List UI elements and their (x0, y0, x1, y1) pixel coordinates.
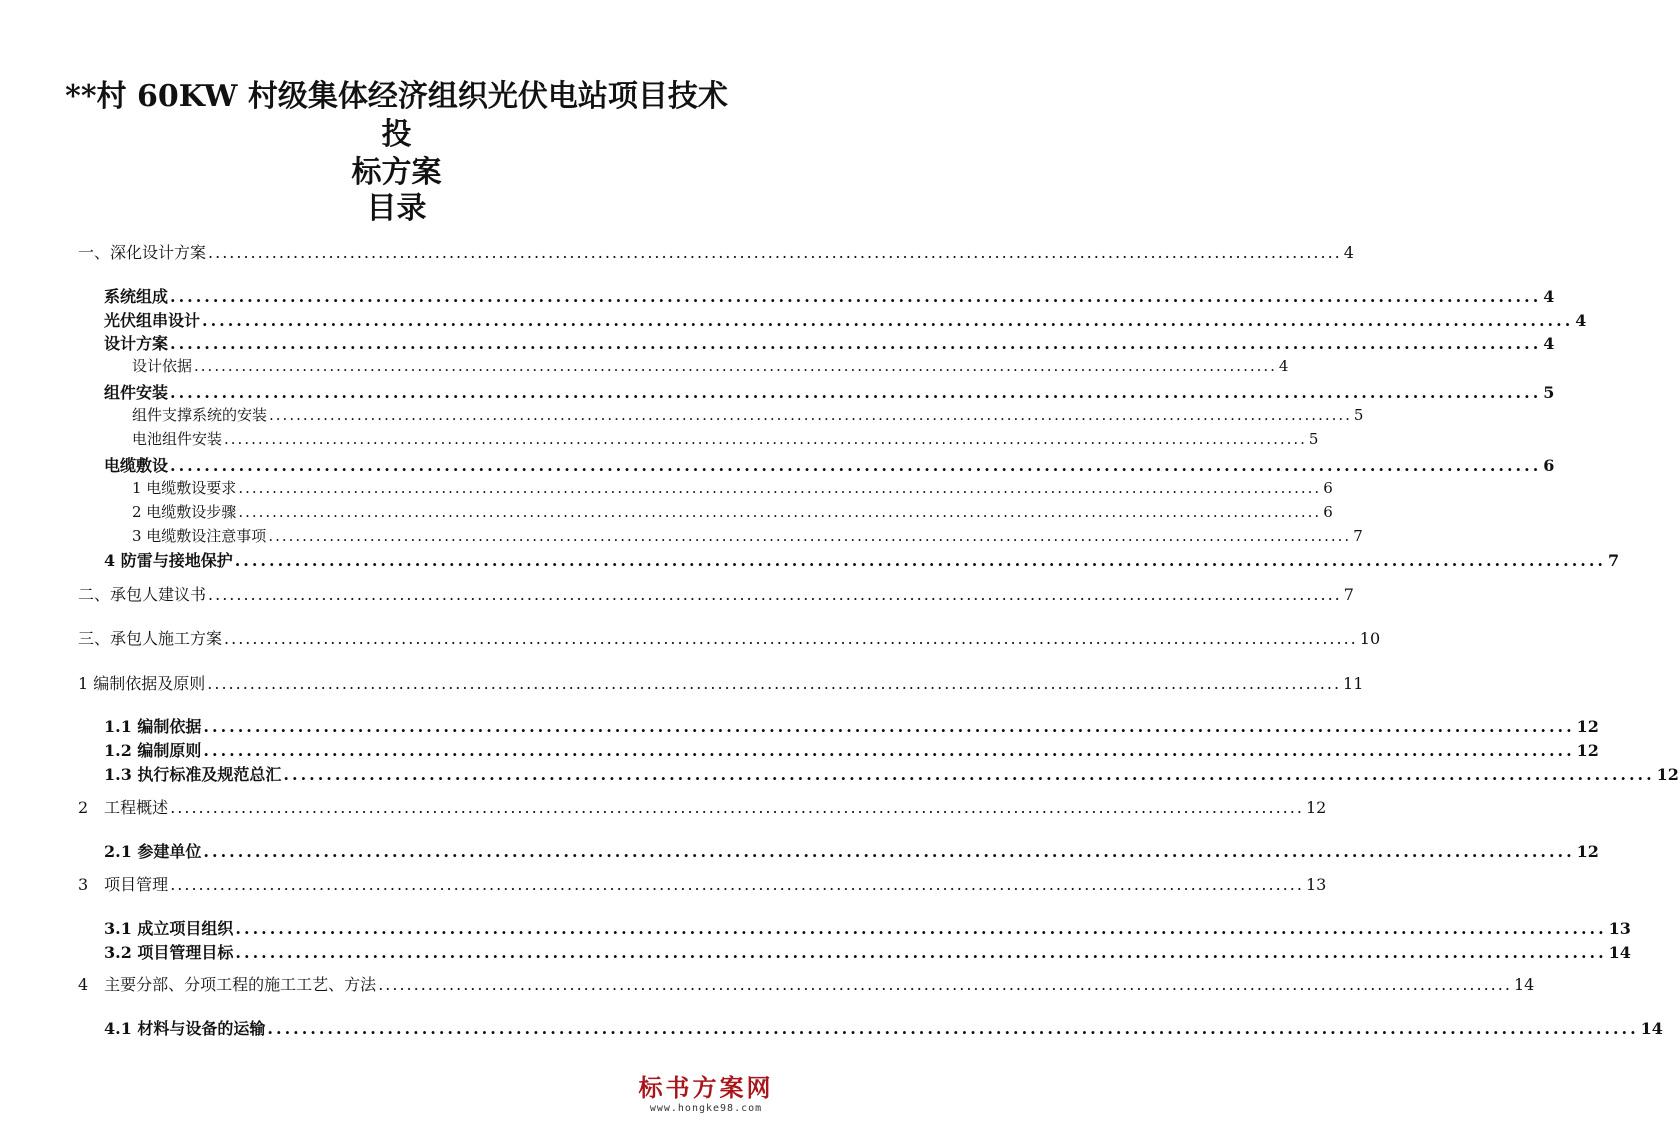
toc-entry[interactable] (104, 548, 1620, 571)
toc-entry-label: 二、承包人建议书 (78, 585, 207, 604)
document-title-line2: 标方案 (351, 155, 442, 190)
toc-entry-label: 1.3 执行标准及规范总汇 (104, 765, 282, 784)
toc-entry[interactable] (104, 916, 1631, 939)
toc-entry-page: 14 (1640, 1019, 1663, 1038)
toc-entry-label: 电池组件安装 (132, 430, 223, 448)
toc-entry[interactable] (78, 240, 1354, 263)
toc-entry-label: 电缆敷设 (104, 456, 169, 475)
toc-entry-label: 一、深化设计方案 (78, 243, 207, 262)
toc-entry-label: 1.2 编制原则 (104, 741, 202, 760)
toc-entry-label: 4 主要分部、分项工程的施工工艺、方法 (78, 975, 377, 994)
toc-leader-dots: ................................................................................................................................................................ (170, 456, 1542, 475)
toc-entry-label: 1 电缆敷设要求 (132, 479, 237, 497)
toc-entry-label: 4.1 材料与设备的运输 (104, 1019, 266, 1038)
toc-entry[interactable] (78, 582, 1354, 605)
toc-entry-page: 4 (1543, 287, 1555, 306)
toc-entry-page: 4 (1278, 357, 1289, 375)
toc-leader-dots: ................................................................................................................................................................ (235, 919, 1607, 938)
toc-entry[interactable] (78, 671, 1364, 694)
toc-entry-page: 10 (1359, 629, 1381, 648)
site-watermark (631, 1073, 781, 1114)
toc-leader-dots: ................................................................................................................................................................ (224, 430, 1307, 448)
toc-leader-dots: ................................................................................................................................................................ (208, 243, 1342, 262)
toc-entry-page: 12 (1576, 741, 1599, 760)
toc-entry-page: 7 (1607, 551, 1620, 570)
toc-entry[interactable] (132, 404, 1364, 425)
toc-entry-label: 系统组成 (104, 287, 169, 306)
toc-leader-dots: ................................................................................................................................................................ (203, 842, 1575, 861)
toc-leader-dots: ................................................................................................................................................................ (170, 875, 1304, 894)
toc-leader-dots: ................................................................................................................................................................ (235, 943, 1607, 962)
toc-entry-page: 6 (1323, 503, 1333, 521)
toc-leader-dots: ................................................................................................................................................................ (378, 975, 1512, 994)
toc-entry-label: 3.2 项目管理目标 (104, 943, 234, 962)
toc-leader-dots: ................................................................................................................................................................ (267, 1019, 1639, 1038)
toc-entry[interactable] (78, 795, 1327, 818)
toc-entry[interactable] (78, 972, 1535, 995)
toc-entry[interactable] (132, 355, 1289, 376)
toc-entry-label: 3 项目管理 (78, 875, 169, 894)
toc-entry[interactable] (104, 331, 1555, 354)
document-title-line1: **村 60KW 村级集体经济组织光伏电站项目技术投 (65, 79, 728, 152)
toc-entry-label: 3.1 成立项目组织 (104, 919, 234, 938)
toc-entry-page: 5 (1543, 383, 1555, 402)
toc-entry-label: 设计方案 (104, 334, 169, 353)
toc-entry-page: 12 (1576, 842, 1599, 861)
toc-leader-dots: ................................................................................................................................................................ (208, 585, 1342, 604)
toc-entry-page: 14 (1513, 975, 1535, 994)
toc-leader-dots: ................................................................................................................................................................ (194, 357, 1277, 375)
watermark-logo-text: 标书方案网 (638, 1074, 774, 1102)
toc-entry-label: 1 编制依据及原则 (78, 674, 206, 693)
toc-entry-page: 13 (1608, 919, 1631, 938)
toc-leader-dots: ................................................................................................................................................................ (170, 287, 1542, 306)
toc-entry[interactable] (104, 714, 1599, 737)
toc-entry[interactable] (104, 940, 1631, 963)
toc-entry-page: 12 (1305, 798, 1327, 817)
toc-entry-label: 三、承包人施工方案 (78, 629, 223, 648)
toc-entry-page: 5 (1308, 430, 1319, 448)
toc-entry-label: 2.1 参建单位 (104, 842, 202, 861)
toc-leader-dots: ................................................................................................................................................................ (238, 479, 1322, 497)
toc-entry-page: 6 (1323, 479, 1333, 497)
toc-entry[interactable] (132, 477, 1333, 498)
toc-entry-page: 7 (1353, 527, 1363, 545)
toc-leader-dots: ................................................................................................................................................................ (170, 798, 1304, 817)
toc-leader-dots: ................................................................................................................................................................ (170, 383, 1542, 402)
toc-entry-label: 2 电缆敷设步骤 (132, 503, 237, 521)
toc-leader-dots: ................................................................................................................................................................ (238, 503, 1322, 521)
toc-entry-label: 3 电缆敷设注意事项 (132, 527, 267, 545)
toc-leader-dots: ................................................................................................................................................................ (224, 629, 1358, 648)
toc-entry-label: 光伏组串设计 (104, 311, 201, 330)
toc-entry[interactable] (132, 525, 1363, 546)
toc-entry-page: 4 (1543, 334, 1555, 353)
toc-entry-page: 4 (1343, 243, 1354, 262)
toc-entry-page: 7 (1343, 585, 1354, 604)
toc-entry[interactable] (104, 453, 1555, 476)
toc-leader-dots: ................................................................................................................................................................ (268, 527, 1352, 545)
toc-entry[interactable] (104, 308, 1587, 331)
toc-entry-page: 14 (1608, 943, 1631, 962)
watermark-url: www.hongke98.com (649, 1103, 763, 1114)
toc-entry-page: 12 (1576, 717, 1599, 736)
toc-entry[interactable] (78, 626, 1381, 649)
toc-entry-label: 2 工程概述 (78, 798, 169, 817)
toc-entry-page: 12 (1656, 765, 1679, 784)
toc-entry-page: 5 (1353, 406, 1364, 424)
toc-entry-page: 4 (1575, 311, 1587, 330)
toc-entry[interactable] (104, 738, 1599, 761)
toc-entry[interactable] (132, 428, 1319, 449)
toc-leader-dots: ................................................................................................................................................................ (269, 406, 1352, 424)
toc-entry[interactable] (132, 501, 1333, 522)
toc-entry[interactable] (78, 872, 1327, 895)
toc-leader-dots: ................................................................................................................................................................ (202, 311, 1574, 330)
toc-entry[interactable] (104, 1016, 1663, 1039)
toc-leader-dots: ................................................................................................................................................................ (283, 765, 1655, 784)
toc-entry[interactable] (104, 762, 1679, 785)
toc-entry-page: 13 (1305, 875, 1327, 894)
toc-leader-dots: ................................................................................................................................................................ (170, 334, 1542, 353)
toc-leader-dots: ................................................................................................................................................................ (203, 741, 1575, 760)
toc-leader-dots: ................................................................................................................................................................ (207, 674, 1342, 693)
toc-entry-label: 组件安装 (104, 383, 169, 402)
document-title (60, 78, 733, 192)
toc-entry-page: 6 (1543, 456, 1555, 475)
toc-entry-page: 11 (1343, 674, 1364, 693)
toc-heading: 目录 (366, 191, 427, 226)
toc-leader-dots: ................................................................................................................................................................ (234, 551, 1606, 570)
toc-entry-label: 设计依据 (132, 357, 193, 375)
toc-entry-label: 组件支撑系统的安装 (132, 406, 268, 424)
toc-entry[interactable] (104, 380, 1555, 403)
toc-leader-dots: ................................................................................................................................................................ (203, 717, 1575, 736)
toc-entry-label: 4 防雷与接地保护 (104, 551, 233, 570)
toc-entry-label: 1.1 编制依据 (104, 717, 202, 736)
toc-entry[interactable] (104, 839, 1599, 862)
toc-entry[interactable] (104, 284, 1555, 307)
